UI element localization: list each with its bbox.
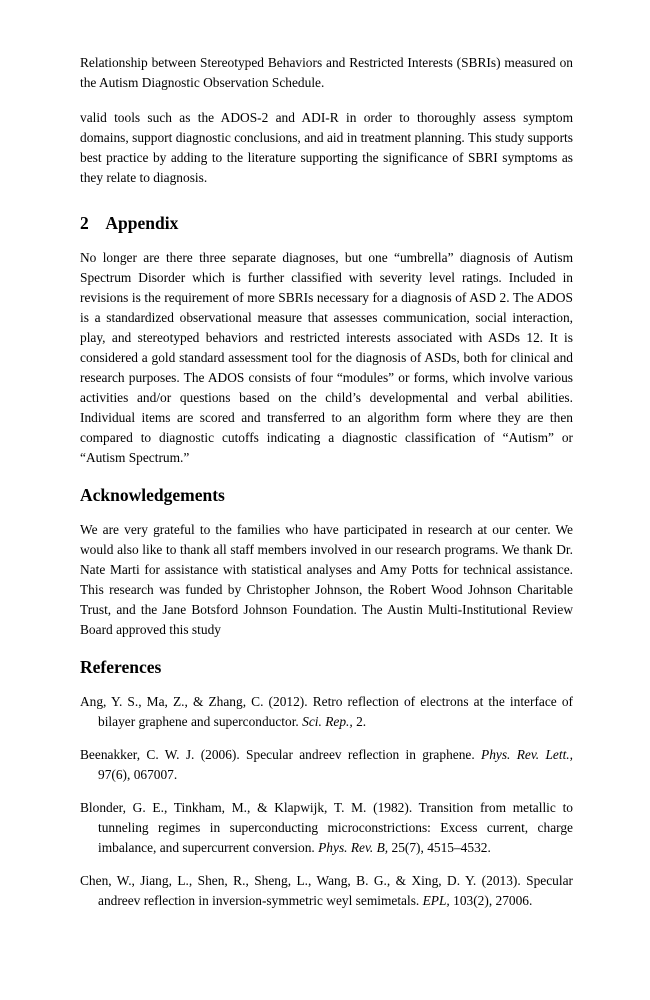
- reference-item: [80, 871, 573, 911]
- acknowledgements-heading: Acknowledgements: [80, 485, 225, 505]
- section-title: Appendix: [105, 213, 179, 233]
- reference-item: [80, 798, 573, 858]
- reference-volume-pages: 97(6), 067007.: [98, 767, 178, 782]
- reference-citation-text: Ang, Y. S., Ma, Z., & Zhang, C. (2012). Retro reflection of electrons at the interface of bilayer graphene and superconductor.: [80, 694, 573, 729]
- reference-volume-pages: 103(2), 27006.: [449, 893, 533, 908]
- reference-item: [80, 745, 573, 785]
- intro-paragraph: valid tools such as the ADOS-2 and ADI-R in order to thoroughly assess symptom domains, support diagnostic conclusions, and aid in treatment planning. This study supports best practice by adding to the literature supporting the significance of SBRI symptoms as they relate to diagnosis.: [80, 110, 573, 185]
- reference-citation-text: Blonder, G. E., Tinkham, M., & Klapwijk, T. M. (1982). Transition from metallic to tunneling regimes in superconducting microconstrictions: Excess current, charge imbalance, and supercurrent conversion.: [80, 800, 573, 855]
- acknowledgements-paragraph: We are very grateful to the families who have participated in research at our center. We would also like to thank all staff members involved in our research programs. We thank Dr. Nate Marti for assistance with statistical analyses and Amy Potts for technical assistance. This research was funded by Christopher Johnson, the Robert Wood Johnson Charitable Trust, and the Jane Botsford Johnson Foundation. The Austin Multi-Institutional Review Board approved this study: [80, 522, 573, 637]
- appendix-paragraph: No longer are there three separate diagnoses, but one “umbrella” diagnosis of Autism Spectrum Disorder which is further classified with severity level ratings. Included in revisions is the requirement of more SBRIs necessary for a diagnosis of ASD 2. The ADOS is a standardized observational measure that assesses communication, social interaction, play, and stereotyped behaviors and restricted interests associated with ASDs 12. It is considered a gold standard assessment tool for the diagnosis of ASDs, both for clinical and research purposes. The ADOS consists of four “modules” or forms, which involve various activities and/or questions based on the child’s developmental and verbal abilities. Individual items are scored and transferred to an algorithm form where they are then compared to diagnostic cutoffs indicating a diagnostic classification of “Autism” or “Autism Spectrum.”: [80, 250, 573, 465]
- section-number: 2: [80, 213, 89, 233]
- reference-volume-pages: 2.: [352, 714, 367, 729]
- caption-fragment-paragraph: Relationship between Stereotyped Behaviors and Restricted Interests (SBRIs) measured on the Autism Diagnostic Observation Schedule.: [80, 55, 573, 90]
- journal-name: EPL,: [422, 893, 450, 908]
- reference-volume-pages: 25(7), 4515–4532.: [388, 840, 491, 855]
- journal-name: Phys. Rev. B,: [318, 840, 389, 855]
- appendix-section-heading: [80, 212, 573, 234]
- reference-citation-text: Beenakker, C. W. J. (2006). Specular andreev reflection in graphene.: [80, 747, 482, 762]
- reference-item: [80, 692, 573, 732]
- reference-citation-text: Chen, W., Jiang, L., Shen, R., Sheng, L., Wang, B. G., & Xing, D. Y. (2013). Specular andreev reflection in inversion-symmetric weyl semimetals.: [80, 873, 573, 908]
- journal-name: Sci. Rep.,: [302, 714, 353, 729]
- reference-list: [80, 692, 573, 911]
- references-heading: References: [80, 657, 162, 677]
- journal-name: Phys. Rev. Lett.,: [481, 747, 573, 762]
